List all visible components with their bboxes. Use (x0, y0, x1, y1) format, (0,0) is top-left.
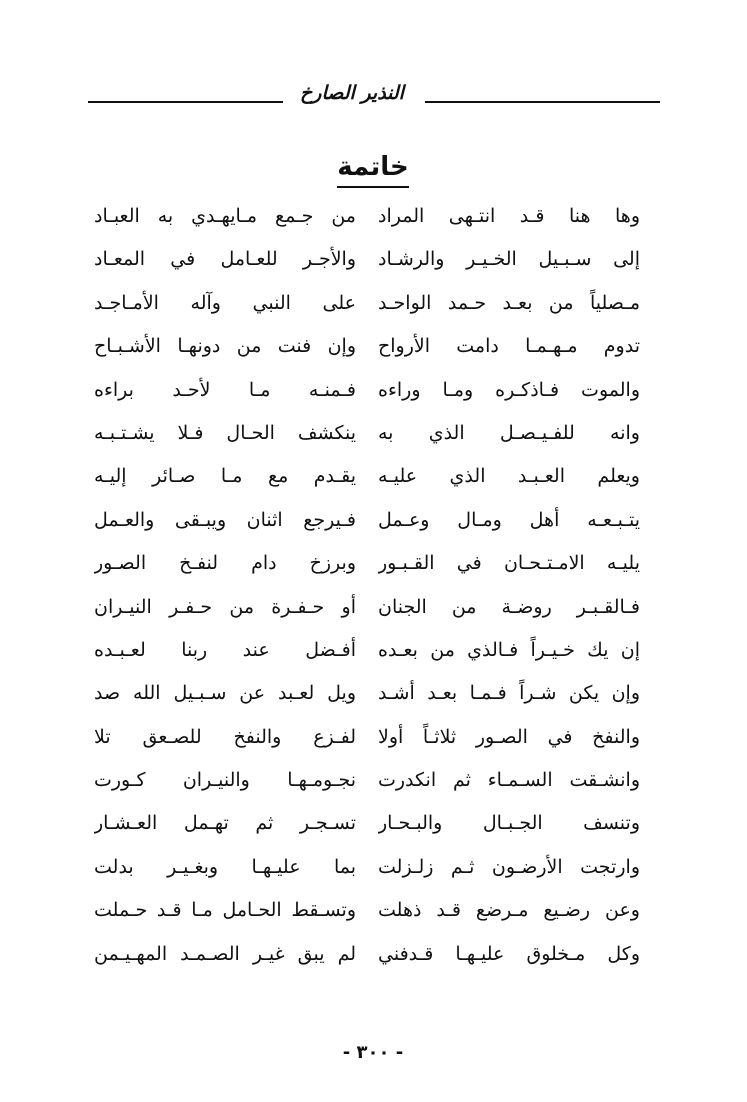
header-rule-left (88, 101, 283, 103)
verse-row (88, 719, 660, 762)
verse-first-hemistich: وانشـقت السـمـاء ثم انكدرت (378, 769, 640, 792)
verse-first-hemistich: يليـه الامـتـحـان في القـبـور (378, 552, 640, 575)
verse-first-hemistich: ويعلم العـبـد الذي عليـه (378, 465, 640, 488)
verse-first-hemistich: وعن رضـيع مـرضع قـد ذهلت (378, 899, 640, 922)
verse-row (88, 198, 660, 241)
verse-second-hemistich: لفـزع والنفخ للصـعق تلا (94, 725, 356, 748)
verse-row (88, 415, 660, 458)
verse-first-hemistich: والنفخ في الصـور ثلاثـاً أولا (378, 725, 640, 748)
verse-row (88, 936, 660, 979)
verse-first-hemistich: وإن يكن شـراً فـمـا بعـد أشـد (378, 682, 640, 705)
verse-first-hemistich: تدوم مـهـمـا دامت الأرواح (378, 335, 640, 358)
section-title: خاتمة (337, 150, 408, 188)
verse-row (88, 632, 660, 675)
verse-second-hemistich: يقـدم مع مـا صـائر إليـه (94, 465, 356, 488)
verse-row (88, 545, 660, 588)
verse-second-hemistich: وتسـقط الحـامل مـا قـد حـملت (94, 899, 356, 922)
verse-second-hemistich: ويل لعـبد عن سـبـيل الله صد (94, 682, 356, 705)
verse-second-hemistich: فـمنـه مـا لأحـد براءه (94, 378, 356, 401)
verse-first-hemistich: وانه للفـيـصـل الذي به (378, 421, 640, 444)
verse-second-hemistich: أو حـفـرة من حـفـر النيـران (94, 595, 356, 618)
verse-row (88, 502, 660, 545)
verse-second-hemistich: نجـومـهـا والنيـران كـورت (94, 769, 356, 792)
poem-body (88, 198, 660, 979)
verse-first-hemistich: وارتجت الأرضـون ثـم زلـزلت (378, 855, 640, 878)
verse-first-hemistich: وكل مـخلوق عليـهـا قـدفني (378, 942, 640, 965)
verse-row (88, 892, 660, 935)
verse-first-hemistich: والموت فـاذكـره ومـا وراءه (378, 378, 640, 401)
header-rule-right (425, 101, 660, 103)
verse-second-hemistich: وإن فنت من دونهـا الأشـبـاح (94, 335, 356, 358)
verse-second-hemistich: ينكشف الحـال فـلا يشـتـبـه (94, 421, 356, 444)
verse-row (88, 805, 660, 848)
verse-row (88, 458, 660, 501)
verse-row (88, 762, 660, 805)
verse-row (88, 285, 660, 328)
verse-second-hemistich: لم يبق غيـر الصـمـد المهـيـمن (94, 942, 356, 965)
verse-first-hemistich: إلى سـبـيل الخـيـر والرشـاد (378, 248, 640, 271)
verse-row (88, 328, 660, 371)
running-header (88, 78, 660, 108)
section-heading (273, 150, 473, 188)
verse-row (88, 675, 660, 718)
verse-first-hemistich: فـالقـبـر روضـة من الجنان (378, 595, 640, 618)
verse-first-hemistich: إن يك خـيـراً فـالذي من بعـده (378, 638, 640, 661)
verse-row (88, 849, 660, 892)
verse-second-hemistich: أفـضل عند ربنا لعـبـده (94, 638, 356, 661)
verse-first-hemistich: يتـبـعـه أهل ومـال وعـمل (378, 508, 640, 531)
verse-second-hemistich: على النبي وآله الأمـاجـد (94, 291, 356, 314)
verse-row (88, 241, 660, 284)
verse-second-hemistich: والأجـر للعـامل في المعـاد (94, 248, 356, 271)
verse-row (88, 589, 660, 632)
verse-second-hemistich: من جـمع مـايهـدي به العبـاد (94, 205, 356, 227)
verse-second-hemistich: فـيرجع اثنان ويبـقى والعـمل (94, 508, 356, 531)
verse-row (88, 372, 660, 415)
verse-second-hemistich: وبرزخ دام لنفـخ الصـور (94, 552, 356, 575)
verse-second-hemistich: تسـجـر ثم تهـمل العـشـار (94, 812, 356, 835)
running-title: النذير الصارخ (300, 82, 404, 104)
verse-first-hemistich: وها هنا قـد انتـهى المراد (378, 205, 640, 227)
verse-first-hemistich: مـصلياً من بعـد حـمد الواحـد (378, 291, 640, 314)
verse-second-hemistich: بما عليـهـا وبغـيـر بدلت (94, 855, 356, 878)
page-number: - ٣٠٠ - (342, 1042, 404, 1063)
verse-first-hemistich: وتنسف الجـبـال والبـحـار (378, 812, 640, 835)
